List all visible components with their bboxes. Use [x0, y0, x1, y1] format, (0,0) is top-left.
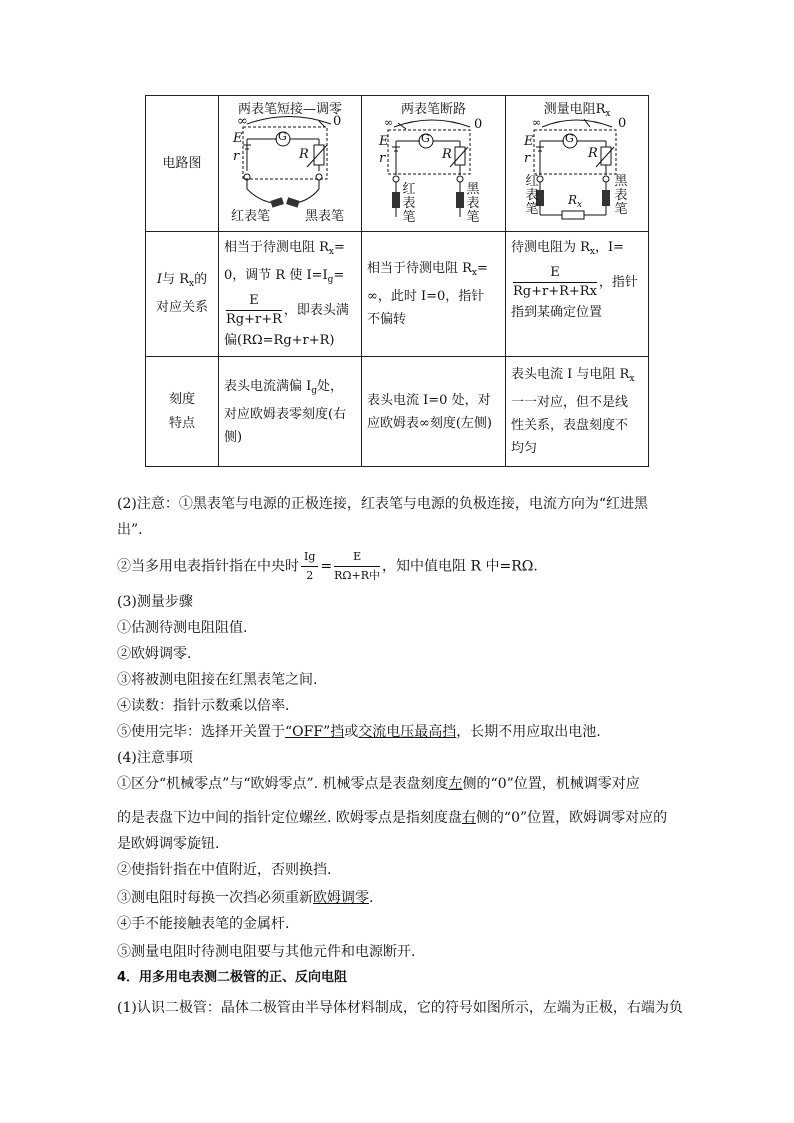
step3-item-2: ②欧姆调零.	[117, 646, 192, 662]
row-header-relation: I与 $R_x$的 对应关系	[146, 232, 219, 357]
infinity-label: ∞	[532, 116, 542, 129]
circuit-cell-measure	[506, 96, 649, 232]
rheostat-label: R	[588, 146, 598, 161]
diagram-title-measure: 测量电阻$R_x$	[543, 102, 611, 119]
rheostat-label: R	[442, 147, 452, 162]
scale-cell-open: 表头电流 I=0 处，对 应欧姆表∞刻度(左侧)	[362, 357, 506, 467]
step4-item-1-line-1: ①区分“机械零点”与“欧姆零点”. 机械零点是表盘刻度左侧的“0”位置，机械调零对应	[117, 776, 640, 792]
note-2-line-1: (2)注意：①黑表笔与电源的正极连接，红表笔与电源的负极连接，电流方向为“红进黑	[117, 496, 648, 512]
step4-item-2: ②使指针指在中值附近，否则换挡.	[117, 862, 332, 878]
multimeter-table	[145, 95, 649, 467]
internal-r-label: r	[379, 151, 386, 166]
row-header-circuit: 电路图	[146, 96, 219, 232]
fraction: $\frac{E}{Rg+r+R+Rx}$	[513, 265, 597, 299]
relation-cell-measure: 待测电阻为 $R_x$，I= $\frac{E}{Rg+r+R+Rx}$ ，指针 指到某确定位置	[506, 232, 649, 357]
note-2-midvalue: ②当多用电表指针指在中央时 $\frac{Ig}{2}$ = $\frac{E}{\text{RΩ+R中}}$ ，知中值电阻 R 中=RΩ.	[117, 550, 538, 582]
red-lead-label: 红表笔	[525, 174, 539, 217]
fraction: $\frac{E}{Rg+r+R}$	[226, 293, 282, 327]
black-lead-label: 黑表笔	[466, 182, 480, 225]
rheostat-label: R	[299, 147, 309, 162]
infinity-label: ∞	[237, 114, 248, 129]
circuit-cell-open	[362, 96, 506, 232]
table-row-relation	[146, 232, 649, 357]
galvanometer-label: G	[278, 130, 287, 143]
rx-label: $R_x$	[568, 193, 583, 210]
step4-title: (4)注意事项	[117, 750, 193, 766]
scale-cell-short: 表头电流满偏 $I_g$处， 对应欧姆表零刻度(右 侧)	[219, 357, 362, 467]
internal-r-label: r	[233, 149, 240, 164]
zero-label: 0	[474, 117, 483, 132]
relation-cell-short: 相当于待测电阻 $R_x=$ 0，调节 R 使 $I=I_g=$ $\frac{E}{Rg+r+R}$ ，即表头满 偏(RΩ=Rg+r+R)	[219, 232, 362, 357]
table-row-circuit	[146, 96, 649, 232]
step3-item-4: ④读数：指针示数乘以倍率.	[117, 698, 290, 714]
section-4-para-1: (1)认识二极管：晶体二极管由半导体材料制成，它的符号如图所示，左端为正极，右端为负	[117, 1000, 683, 1016]
zero-label: 0	[333, 114, 342, 129]
step4-item-4: ④手不能接触表笔的金属杆.	[117, 916, 290, 932]
black-lead-label: 黑表笔	[305, 209, 345, 224]
red-lead-label: 红表笔	[402, 182, 416, 225]
step3-item-1: ①估测待测电阻阻值.	[117, 620, 248, 636]
galvanometer-label: G	[421, 132, 430, 145]
diagram-title-open: 两表笔断路	[400, 102, 466, 117]
step4-item-1-line-3: 是欧姆调零旋钮.	[117, 836, 220, 852]
scale-cell-measure: 表头电流 I 与电阻 $R_x$ 一一对应，但不是线 性关系，表盘刻度不 均匀	[506, 357, 649, 467]
note-2-line-2: 出”.	[117, 522, 143, 538]
step3-title: (3)测量步骤	[117, 594, 193, 610]
circuit-cell-short	[219, 96, 362, 232]
row-header-scale: 刻度 特点	[146, 357, 219, 467]
diagram-title-short: 两表笔短接—调零	[237, 102, 342, 117]
step4-item-5: ⑤测量电阻时待测电阻要与其他元件和电源断开.	[117, 944, 416, 960]
zero-label: 0	[618, 116, 627, 131]
emf-label: E	[524, 134, 534, 149]
infinity-label: ∞	[384, 116, 394, 129]
section-4-heading: 4．用多用电表测二极管的正、反向电阻	[117, 970, 348, 985]
black-lead-label: 黑表笔	[614, 174, 628, 217]
red-lead-label: 红表笔	[231, 209, 271, 224]
step4-item-1-line-2: 的是表盘下边中间的指针定位螺丝. 欧姆零点是指刻度盘右侧的“0”位置，欧姆调零对应的	[117, 810, 668, 826]
emf-label: E	[233, 131, 243, 146]
table-row-scale	[146, 357, 649, 467]
relation-cell-open: 相当于待测电阻 $R_x=$ ∞，此时 I=0，指针 不偏转	[362, 232, 506, 357]
internal-r-label: r	[524, 151, 531, 166]
galvanometer-label: G	[565, 132, 574, 145]
step3-item-5: ⑤使用完毕：选择开关置于“OFF”挡或交流电压最高挡，长期不用应取出电池.	[117, 724, 601, 740]
step4-item-3: ③测电阻时每换一次挡必须重新欧姆调零.	[117, 890, 374, 906]
step3-item-3: ③将被测电阻接在红黑表笔之间.	[117, 672, 318, 688]
emf-label: E	[379, 134, 389, 149]
